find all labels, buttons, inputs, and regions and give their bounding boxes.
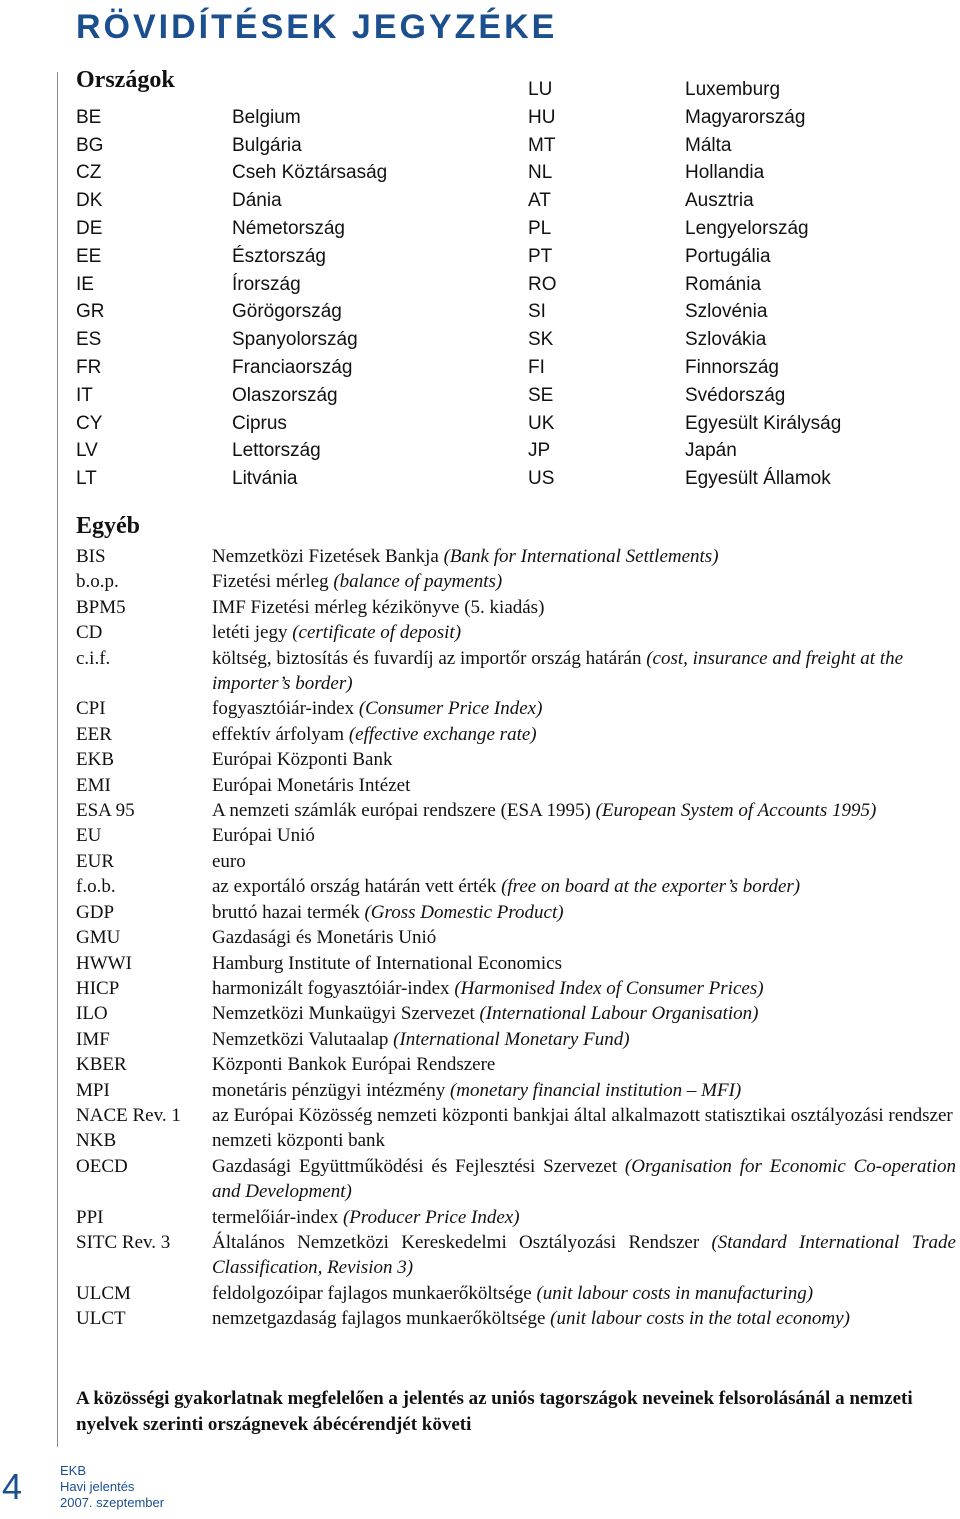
abbreviation-description <box>212 976 956 1001</box>
description-hungarian: monetáris pénzügyi intézmény <box>212 1079 446 1101</box>
abbreviation: HWWI <box>76 952 132 974</box>
country-name: Románia <box>685 273 762 295</box>
description-hungarian: Általános Nemzetközi Kereskedelmi Osztályozási Rendszer <box>212 1231 700 1253</box>
description-english: (International Labour Organisation) <box>479 1003 759 1025</box>
country-code: PL <box>528 218 552 239</box>
country-code: LV <box>76 440 98 462</box>
abbreviation-description <box>212 1205 956 1230</box>
country-name: Ausztria <box>685 190 754 212</box>
abbreviation-description <box>212 951 956 976</box>
abbreviation-row <box>76 646 956 697</box>
abbreviation-description <box>212 620 956 645</box>
abbreviation-row <box>76 1205 956 1230</box>
country-code: LT <box>76 468 97 490</box>
country-code: IE <box>76 273 94 295</box>
description-hungarian: Nemzetközi Fizetések Bankja <box>212 546 439 567</box>
description-english: (unit labour costs in the total economy) <box>550 1308 850 1330</box>
country-name: Szlovákia <box>685 329 767 351</box>
description-hungarian: Fizetési mérleg <box>212 571 329 593</box>
description-hungarian: Nemzetközi Munkaügyi Szervezet <box>212 1003 475 1025</box>
description-hungarian: letéti jegy <box>212 622 288 644</box>
country-code: AT <box>528 190 551 212</box>
abbreviation: PPI <box>76 1206 104 1228</box>
description-english: (unit labour costs in manufacturing) <box>536 1282 814 1304</box>
footer-publisher: EKB <box>60 1463 87 1478</box>
abbreviation: GMU <box>76 927 121 949</box>
abbreviation-row <box>76 951 956 976</box>
country-name: Lettország <box>232 440 321 462</box>
description-hungarian: A nemzeti számlák európai rendszere (ESA 1995) <box>212 800 591 822</box>
description-hungarian: IMF Fizetési mérleg kézikönyve (5. kiadás) <box>212 596 545 618</box>
abbreviation: EER <box>76 723 112 745</box>
country-name: Hollandia <box>685 162 765 184</box>
abbreviation-description <box>212 1281 956 1306</box>
country-name: Portugália <box>685 245 771 267</box>
abbreviation: MPI <box>76 1079 110 1101</box>
abbreviation-description <box>212 823 956 848</box>
abbreviation-description <box>212 747 956 772</box>
other-heading: Egyéb <box>76 513 141 539</box>
country-code: RO <box>528 273 557 295</box>
page-number: 4 <box>2 1466 23 1507</box>
country-code: UK <box>528 412 555 434</box>
country-name: Szlovénia <box>685 301 768 323</box>
country-name: Egyesült Királyság <box>685 412 842 434</box>
abbreviation-description <box>212 569 956 594</box>
description-hungarian: termelőiár-index <box>212 1206 339 1228</box>
description-hungarian: feldolgozóipar fajlagos munkaerőköltsége <box>212 1282 532 1304</box>
description-english: (balance of payments) <box>333 571 503 593</box>
country-name: Svédország <box>685 384 786 406</box>
description-english: (Producer Price Index) <box>342 1206 520 1228</box>
abbreviation-row <box>76 773 956 798</box>
abbreviation-description <box>212 544 956 569</box>
description-english: (certificate of deposit) <box>292 622 462 644</box>
country-name: Finnország <box>685 357 779 378</box>
description-english: (Consumer Price Index) <box>358 698 543 720</box>
country-name: Görögország <box>232 301 342 323</box>
country-code: PT <box>528 245 553 267</box>
abbreviation-row <box>76 874 956 899</box>
country-code: FI <box>528 357 545 378</box>
country-name: Olaszország <box>232 384 338 406</box>
country-code: HU <box>528 106 556 128</box>
country-code: DE <box>76 218 103 239</box>
abbreviation: HICP <box>76 977 120 999</box>
abbreviation-row <box>76 569 956 594</box>
country-name: Bulgária <box>232 134 302 156</box>
description-hungarian: Nemzetközi Valutaalap <box>212 1028 389 1050</box>
abbreviation-description <box>212 1103 956 1128</box>
country-code: IT <box>76 384 93 406</box>
abbreviation-row <box>76 1001 956 1026</box>
description-hungarian: Hamburg Institute of International Economics <box>212 952 563 974</box>
country-code: US <box>528 468 555 490</box>
abbreviation-description <box>212 1154 956 1205</box>
country-name: Luxemburg <box>685 79 781 100</box>
abbreviation-row <box>76 1306 956 1331</box>
abbreviation: CPI <box>76 698 106 720</box>
abbreviation: EUR <box>76 850 114 872</box>
countries-heading: Országok <box>76 67 175 93</box>
abbreviation-description <box>212 722 956 747</box>
description-hungarian: effektív árfolyam <box>212 723 345 745</box>
description-hungarian: Európai Unió <box>212 825 315 847</box>
country-code: SI <box>528 301 546 323</box>
country-name: Franciaország <box>232 357 353 378</box>
abbreviation: EKB <box>76 749 114 771</box>
abbreviation: KBER <box>76 1054 127 1076</box>
description-hungarian: nemzetgazdaság fajlagos munkaerőköltsége <box>212 1308 546 1330</box>
abbreviation-row <box>76 976 956 1001</box>
description-hungarian: Európai Központi Bank <box>212 749 393 771</box>
abbreviation: ESA 95 <box>76 800 135 822</box>
country-name: Ciprus <box>232 412 287 434</box>
abbreviation-row <box>76 1103 956 1128</box>
country-code: ES <box>76 329 102 351</box>
abbreviation-row <box>76 1281 956 1306</box>
abbreviation-description <box>212 798 956 823</box>
country-code: MT <box>528 134 556 156</box>
footer <box>60 1463 164 1511</box>
country-name: Málta <box>685 134 732 156</box>
abbreviation: OECD <box>76 1155 128 1177</box>
country-name: Lengyelország <box>685 218 809 239</box>
abbreviation-row <box>76 722 956 747</box>
abbreviation-description <box>212 1001 956 1026</box>
abbreviation-description <box>212 773 956 798</box>
abbreviation-description <box>212 1230 956 1281</box>
country-order-note: A közösségi gyakorlatnak megfelelően a jelentés az uniós tagországok neveinek felsorolásánál a nemzeti nyelvek szerinti országnevek ábécérendjét követi <box>76 1388 913 1435</box>
country-code: DK <box>76 190 103 212</box>
abbreviation-row <box>76 925 956 950</box>
description-english: (Bank for International Settlements) <box>443 546 719 567</box>
description-hungarian: nemzeti központi bank <box>212 1130 386 1152</box>
abbreviation-row <box>76 747 956 772</box>
country-name: Dánia <box>232 190 282 212</box>
abbreviation: IMF <box>76 1028 110 1050</box>
abbreviation-description <box>212 1078 956 1103</box>
abbreviation-row <box>76 1154 956 1205</box>
abbreviation-row <box>76 1052 956 1077</box>
page-title: RÖVIDÍTÉSEK JEGYZÉKE <box>76 8 558 46</box>
country-code: FR <box>76 357 102 378</box>
country-code: JP <box>528 440 551 462</box>
country-code: BG <box>76 134 104 156</box>
abbreviation-row <box>76 1128 956 1153</box>
description-english: (Harmonised Index of Consumer Prices) <box>454 977 764 999</box>
abbreviation-description <box>212 1027 956 1052</box>
abbreviation-row <box>76 849 956 874</box>
country-code: BE <box>76 106 102 128</box>
country-code: CZ <box>76 162 102 184</box>
abbreviation-row <box>76 798 956 823</box>
footer-publication: Havi jelentés <box>60 1479 135 1494</box>
description-english: (free on board at the exporter’s border) <box>501 876 801 898</box>
abbreviation: NKB <box>76 1130 117 1152</box>
description-hungarian: Központi Bankok Európai Rendszere <box>212 1054 496 1076</box>
abbreviation: EMI <box>76 774 111 796</box>
description-hungarian: Európai Monetáris Intézet <box>212 774 411 796</box>
abbreviation-description <box>212 1306 956 1331</box>
abbreviation-row <box>76 595 956 620</box>
country-name: Írország <box>232 273 301 295</box>
abbreviation-row <box>76 620 956 645</box>
description-hungarian: Gazdasági és Monetáris Unió <box>212 927 437 949</box>
description-english: (monetary financial institution – MFI) <box>449 1079 742 1101</box>
country-name: Cseh Köztársaság <box>232 162 388 184</box>
description-english: (European System of Accounts 1995) <box>595 800 877 822</box>
country-name: Belgium <box>232 106 301 128</box>
abbreviation-description <box>212 696 956 721</box>
abbreviation-description <box>212 900 956 925</box>
abbreviation-description <box>212 874 956 899</box>
description-english: (cost, insurance and freight at the importer’s border) <box>212 647 904 695</box>
abbreviation-description <box>212 849 956 874</box>
description-english: (Organisation for Economic Co-operation and Development) <box>212 1155 957 1203</box>
country-name: Spanyolország <box>232 329 358 351</box>
description-hungarian: Gazdasági Együttműködési és Fejlesztési Szervezet <box>212 1155 618 1177</box>
margin-rule <box>57 72 58 1447</box>
abbreviation-row <box>76 823 956 848</box>
abbreviation: c.i.f. <box>76 647 111 669</box>
description-hungarian: az exportáló ország határán vett érték <box>212 876 497 898</box>
abbreviation-description <box>212 925 956 950</box>
footer-date: 2007. szeptember <box>60 1495 165 1510</box>
country-name: Németország <box>232 218 345 239</box>
country-name: Magyarország <box>685 106 806 128</box>
description-hungarian: az Európai Közösség nemzeti központi bankjai által alkalmazott statisztikai osztályozási rendszer <box>212 1104 953 1126</box>
abbreviation-description <box>212 595 956 620</box>
abbreviation-description <box>212 646 956 697</box>
abbreviation: b.o.p. <box>76 571 119 593</box>
abbreviation: CD <box>76 622 103 644</box>
abbreviation-row <box>76 1027 956 1052</box>
abbreviation-row <box>76 1230 956 1281</box>
abbreviation: GDP <box>76 901 115 923</box>
abbreviation-row <box>76 900 956 925</box>
abbreviation-row <box>76 544 956 569</box>
description-hungarian: euro <box>212 850 246 872</box>
description-english: (International Monetary Fund) <box>393 1028 630 1050</box>
abbreviation-description <box>212 1052 956 1077</box>
abbreviation-row <box>76 696 956 721</box>
abbreviation: SITC Rev. 3 <box>76 1231 171 1253</box>
abbreviation: ULCT <box>76 1308 126 1330</box>
abbreviation-description <box>212 1128 956 1153</box>
abbreviation: EU <box>76 825 102 847</box>
country-code: NL <box>528 162 553 184</box>
country-name: Egyesült Államok <box>685 468 831 490</box>
country-name: Észtország <box>232 245 326 267</box>
abbreviation-row <box>76 1078 956 1103</box>
abbreviation: BPM5 <box>76 596 126 618</box>
country-code: CY <box>76 412 103 434</box>
description-english: (Gross Domestic Product) <box>364 901 564 923</box>
other-abbreviations-list <box>76 544 956 1332</box>
abbreviation: f.o.b. <box>76 876 116 898</box>
country-code: SE <box>528 384 554 406</box>
country-name: Japán <box>685 440 737 462</box>
description-hungarian: harmonizált fogyasztóiár-index <box>212 977 450 999</box>
country-code: SK <box>528 329 554 351</box>
description-hungarian: fogyasztóiár-index <box>212 698 355 720</box>
description-english: (Standard International Trade Classification, Revision 3) <box>212 1231 956 1279</box>
description-hungarian: bruttó hazai termék <box>212 901 360 923</box>
abbreviation: ILO <box>76 1003 108 1025</box>
abbreviation: BIS <box>76 546 106 567</box>
description-english: (effective exchange rate) <box>348 723 537 745</box>
abbreviation: NACE Rev. 1 <box>76 1104 181 1126</box>
country-code: LU <box>528 79 553 100</box>
country-name: Litvánia <box>232 468 298 490</box>
abbreviation: ULCM <box>76 1282 131 1304</box>
description-hungarian: költség, biztosítás és fuvardíj az importőr ország határán <box>212 647 642 669</box>
country-code: EE <box>76 245 102 267</box>
country-code: GR <box>76 301 105 323</box>
